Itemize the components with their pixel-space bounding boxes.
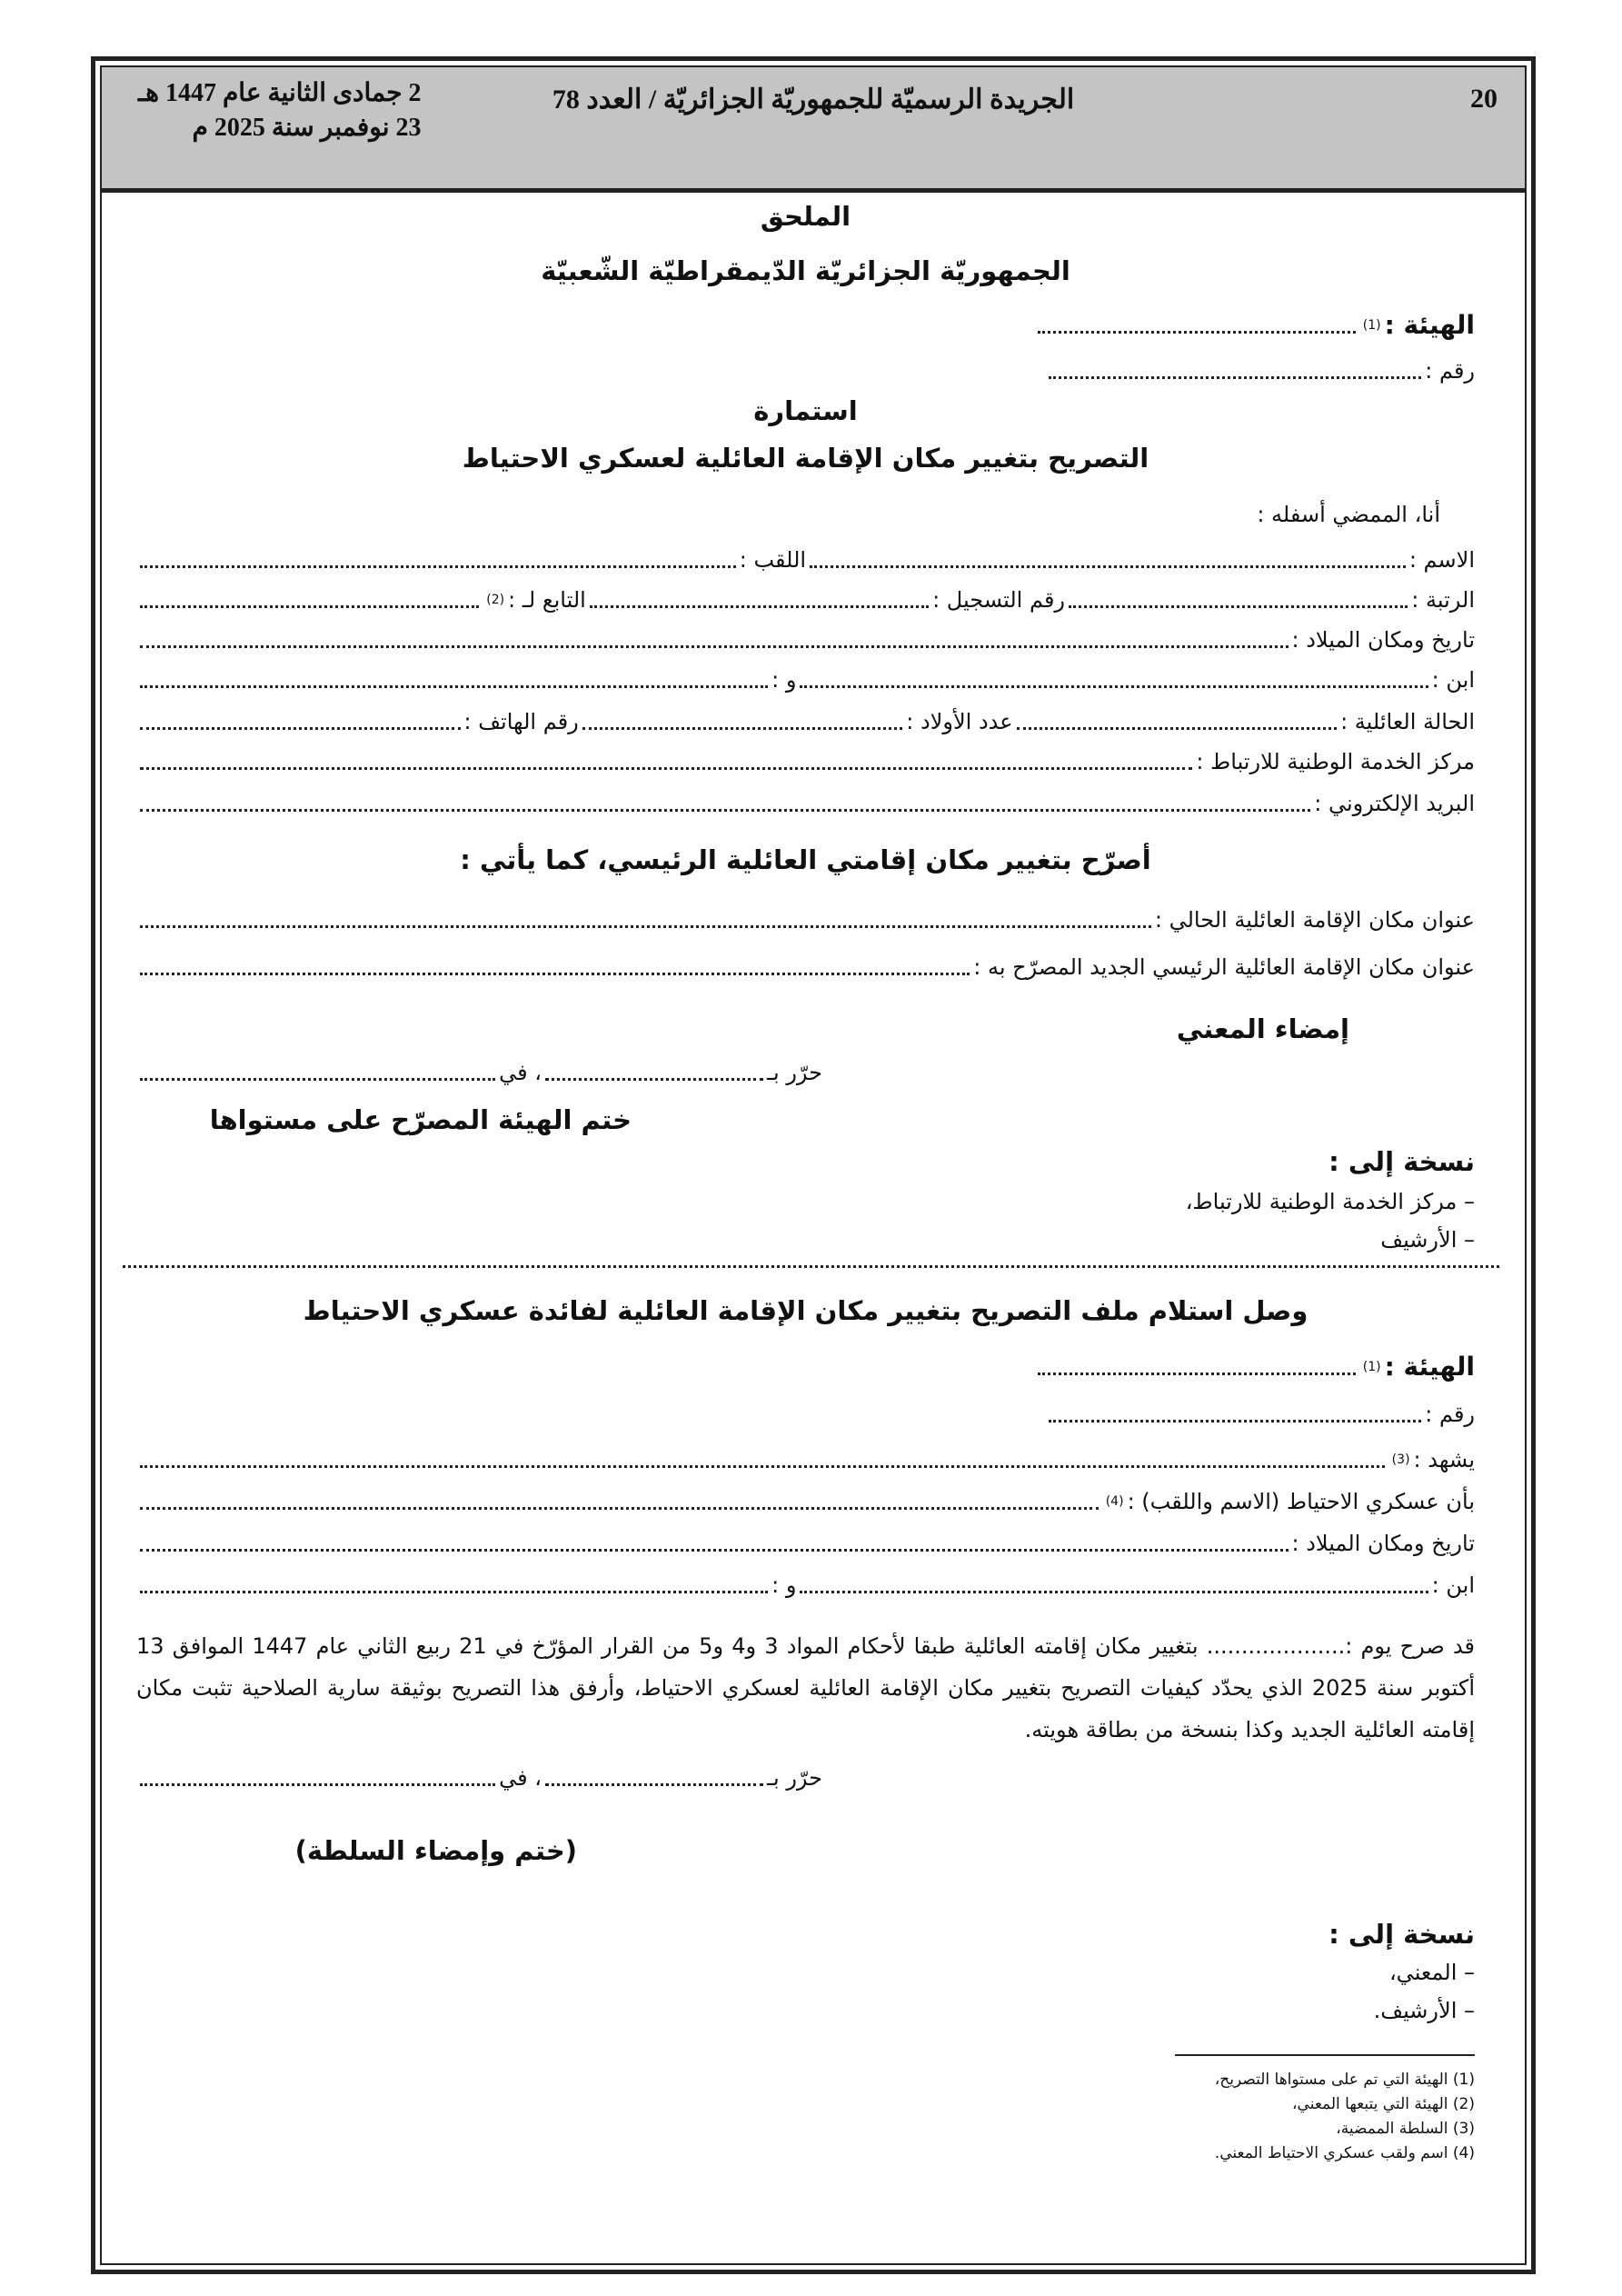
dotted-fill[interactable]: [140, 726, 461, 730]
note-ref: (1): [1362, 1360, 1381, 1374]
form-title: التصريح بتغيير مكان الإقامة العائلية لعسكري الاحتياط: [462, 443, 1149, 474]
footnote: (4) اسم ولقب عسكري الاحتياط المعني.: [1214, 2144, 1475, 2162]
dotted-fill[interactable]: [810, 564, 1406, 568]
date-hijri: 2 جمادى الثانية عام 1447 هـ: [138, 79, 422, 107]
label: الحالة العائلية :: [1340, 709, 1475, 734]
dotted-fill[interactable]: [140, 604, 479, 608]
label: رقم التسجيل :: [932, 587, 1065, 613]
dotted-fill[interactable]: [140, 1077, 495, 1081]
dotted-fill[interactable]: [140, 1464, 1385, 1468]
receipt-body-field: [136, 1353, 1475, 1382]
gazette-header: [102, 67, 1525, 193]
dotted-fill[interactable]: [590, 604, 929, 608]
label: رقم :: [1425, 358, 1475, 384]
dotted-fill[interactable]: [545, 1077, 763, 1081]
dotted-fill[interactable]: [140, 972, 970, 975]
receipt-number-field: [136, 1400, 1475, 1429]
dotted-fill[interactable]: [1049, 1419, 1421, 1423]
dotted-fill[interactable]: [1017, 726, 1338, 730]
note-ref: (3): [1391, 1452, 1410, 1467]
note-ref: (4): [1105, 1494, 1124, 1509]
dotted-fill[interactable]: [1069, 604, 1408, 608]
dotted-fill[interactable]: [545, 1782, 763, 1786]
dotted-separator: [123, 1265, 1499, 1268]
republic-heading: الجمهوريّة الجزائريّة الدّيمقراطيّة الشّعبيّة: [541, 255, 1070, 286]
receipt-made-at-row: [136, 1763, 822, 1792]
label: الاسم :: [1408, 547, 1475, 573]
footnote: (1) الهيئة التي تم على مستواها التصريح،: [1214, 2071, 1475, 2089]
signature-label: إمضاء المعني: [1176, 1013, 1349, 1044]
label: عنوان مكان الإقامة العائلية الرئيسي الجديد المصرّح به :: [973, 954, 1475, 980]
dotted-fill[interactable]: [140, 684, 768, 688]
dotted-fill[interactable]: [140, 924, 1151, 928]
gazette-title: الجريدة الرسميّة للجمهوريّة الجزائريّة / العدد 78: [552, 85, 1075, 115]
reservist-row: [136, 1487, 1475, 1516]
new-address-row: [136, 953, 1475, 982]
copy-item: – الأرشيف: [1380, 1227, 1475, 1253]
marital-row: [136, 707, 1475, 736]
label: تاريخ ومكان الميلاد :: [1291, 1531, 1475, 1556]
label: الهيئة :: [1384, 310, 1475, 340]
label: الرتبة :: [1411, 587, 1475, 613]
footnote: (3) السلطة الممضية،: [1336, 2120, 1475, 2138]
label: يشهد :: [1413, 1447, 1475, 1472]
label: عنوان مكان الإقامة العائلية الحالي :: [1154, 907, 1475, 933]
made-at-row: [136, 1058, 822, 1087]
dotted-fill[interactable]: [1038, 330, 1356, 334]
dotted-fill[interactable]: [140, 1782, 495, 1786]
receipt-paragraph: قد صرح يوم :.................... بتغيير مكان إقامته العائلية طبقا لأحكام المواد 3 و4 و5 من القرار المؤرّخ في 21 ربيع الثاني عام 1447 الموافق 13 أكتوبر سنة 2025 الذي يحدّد كيفيات التصريح بتغيير مكان الإقامة العائلية لعسكري الاحتياط، وأرفق هذا التصريح بوثيقة سارية الصلاحية تثبت مكان إقامته العائلية الجديد وكذا بنسخة من بطاقة هويته.: [136, 1633, 1476, 1742]
page-number: 20: [1470, 84, 1498, 114]
dotted-fill[interactable]: [800, 1590, 1428, 1593]
label: مركز الخدمة الوطنية للارتباط :: [1196, 749, 1475, 774]
receipt-copy-to-label: نسخة إلى :: [1328, 1919, 1475, 1950]
receipt-son-row: [136, 1571, 1475, 1600]
dotted-fill[interactable]: [140, 1548, 1289, 1552]
copy-item: – المعني،: [1388, 1960, 1475, 1985]
authority-stamp-label: (ختم وإمضاء السلطة): [294, 1835, 577, 1866]
label: التابع لـ :: [508, 587, 586, 613]
form-number-field: [136, 356, 1475, 385]
label: بأن عسكري الاحتياط (الاسم واللقب) :: [1127, 1489, 1475, 1514]
dotted-fill[interactable]: [800, 684, 1428, 688]
dotted-fill[interactable]: [140, 808, 1310, 812]
label: حرّر بـ: [766, 1060, 822, 1085]
label: ، في: [499, 1060, 542, 1085]
undersigned: أنا، الممضي أسفله :: [1257, 502, 1440, 527]
rank-row: [136, 585, 1475, 614]
birth-row: [136, 625, 1475, 654]
label: رقم :: [1425, 1402, 1475, 1427]
label: عدد الأولاد :: [906, 709, 1013, 734]
form-word: استمارة: [753, 395, 858, 426]
label: حرّر بـ: [766, 1765, 822, 1791]
date-gregorian: 23 نوفمبر سنة 2025 م: [192, 114, 422, 142]
email-row: [136, 789, 1475, 818]
dotted-fill[interactable]: [1049, 375, 1421, 379]
dotted-fill[interactable]: [140, 766, 1192, 770]
label: البريد الإلكتروني :: [1314, 791, 1475, 816]
son-row: [136, 665, 1475, 694]
receipt-birth-row: [136, 1529, 1475, 1558]
form-body-field: [136, 311, 1475, 340]
dotted-fill[interactable]: [140, 1590, 768, 1593]
dotted-fill[interactable]: [140, 1506, 1099, 1510]
copy-item: – مركز الخدمة الوطنية للارتباط،: [1185, 1189, 1475, 1214]
note-ref: (1): [1362, 318, 1381, 333]
certifies-row: [136, 1445, 1475, 1474]
copy-to-label: نسخة إلى :: [1328, 1146, 1475, 1177]
dotted-fill[interactable]: [1038, 1372, 1356, 1375]
dotted-fill[interactable]: [140, 564, 736, 568]
label: تاريخ ومكان الميلاد :: [1291, 627, 1475, 653]
copy-item: – الأرشيف.: [1373, 1998, 1475, 2023]
declaration-heading: أصرّح بتغيير مكان إقامتي العائلية الرئيسي، كما يأتي :: [460, 844, 1151, 875]
center-row: [136, 747, 1475, 776]
label: ابن :: [1431, 667, 1475, 693]
footnote: (2) الهيئة التي يتبعها المعني،: [1292, 2095, 1475, 2113]
label: و :: [771, 667, 797, 693]
footnote-rule: [1175, 2054, 1475, 2056]
annex-heading: الملحق: [760, 201, 851, 232]
receipt-title: وصل استلام ملف التصريح بتغيير مكان الإقامة العائلية لفائدة عسكري الاحتياط: [303, 1295, 1309, 1326]
label: اللقب :: [739, 547, 807, 573]
label: و :: [771, 1572, 797, 1598]
note-ref: (2): [486, 593, 505, 607]
label: رقم الهاتف :: [463, 709, 579, 734]
current-address-row: [136, 905, 1475, 934]
label: ابن :: [1431, 1572, 1475, 1598]
dotted-fill[interactable]: [140, 644, 1289, 648]
name-row: [136, 545, 1475, 574]
stamp-label: ختم الهيئة المصرّح على مستواها: [209, 1104, 632, 1135]
label: الهيئة :: [1384, 1352, 1475, 1382]
dotted-fill[interactable]: [582, 726, 903, 730]
issue-date: [138, 76, 422, 145]
label: ، في: [499, 1765, 542, 1791]
